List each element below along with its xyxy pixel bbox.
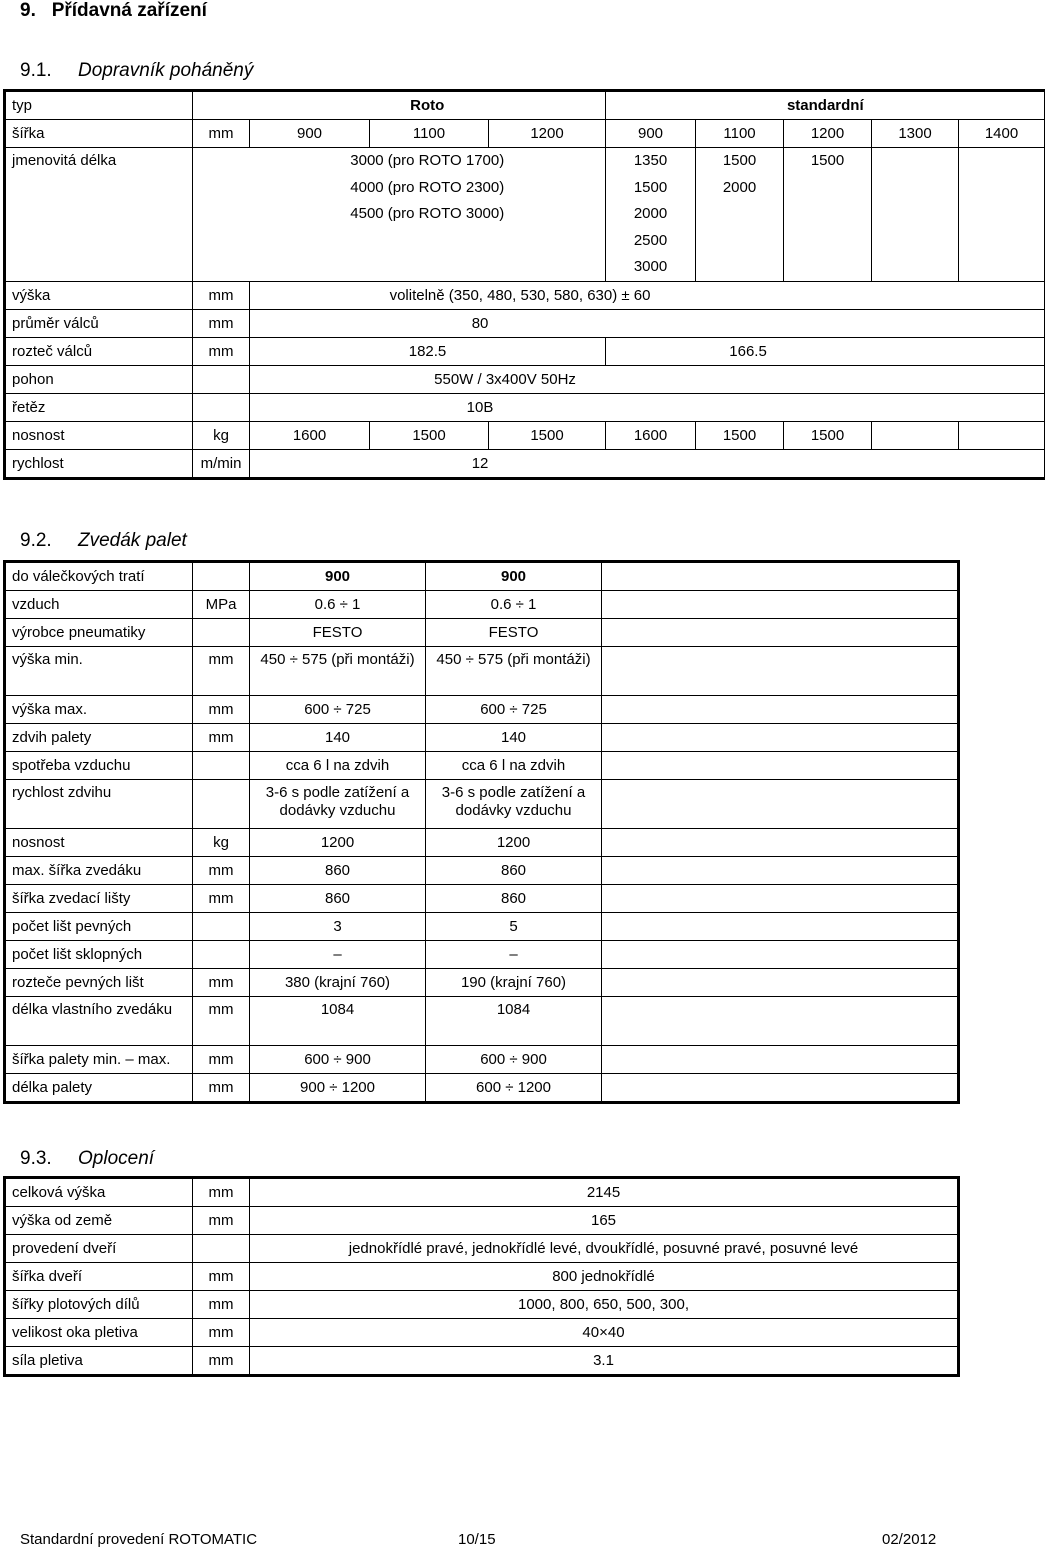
table-row: max. šířka zvedáku mm 860 860 <box>6 857 958 885</box>
unit-cell: mm <box>193 1179 250 1207</box>
table-row: šířka mm 900 1100 1200 900 1100 1200 1300 1400 <box>6 120 1045 148</box>
table-row <box>6 1347 958 1375</box>
table-row: jmenovitá délka 3000 (pro ROTO 1700) 4000 (pro ROTO 2300) 4500 (pro ROTO 3000) 1350 1500 2000 2500 3000 1500 2000 1500 <box>6 148 1045 282</box>
table-row <box>6 1263 958 1291</box>
value-cell: 860 <box>426 885 602 913</box>
value-cell: 900 ÷ 1200 <box>250 1074 426 1102</box>
subsection-heading-lifter <box>20 530 187 552</box>
value-cell: 450 ÷ 575 (při montáži) <box>250 647 426 696</box>
label-cell: šířka zvedací lišty <box>6 885 193 913</box>
table-row: délka vlastního zvedáku mm 1084 1084 <box>6 997 958 1046</box>
value-cell: 0.6 ÷ 1 <box>250 591 426 619</box>
value-cell: 800 jednokřídlé <box>250 1263 958 1291</box>
table-row <box>6 1207 958 1235</box>
value-cell: 860 <box>426 857 602 885</box>
section-number: 9. <box>20 0 36 21</box>
value-cell: 900 <box>426 563 602 591</box>
table-row: nosnost kg 1600 1500 1500 1600 1500 1500 <box>6 421 1045 449</box>
label-cell: výška max. <box>6 696 193 724</box>
table-row: výška max. mm 600 ÷ 725 600 ÷ 725 <box>6 696 958 724</box>
fencing-table <box>5 1178 958 1375</box>
table-row <box>6 752 958 780</box>
label-cell: celková výška <box>6 1179 193 1207</box>
subsection-title: Oplocení <box>78 1148 155 1169</box>
value-cell: – <box>426 941 602 969</box>
conveyor-table <box>5 91 1045 478</box>
section-title: Přídavná zařízení <box>51 0 207 21</box>
value-cell: 450 ÷ 575 (při montáži) <box>426 647 602 696</box>
subsection-title: Zvedák palet <box>78 530 187 551</box>
label-cell: délka vlastního zvedáku <box>6 997 193 1046</box>
label-cell: výška od země <box>6 1207 193 1235</box>
label-cell: počet lišt pevných <box>6 913 193 941</box>
unit-cell: mm <box>193 1207 250 1235</box>
label-cell: šířka dveří <box>6 1263 193 1291</box>
value-cell: 860 <box>250 885 426 913</box>
value-cell: 1084 <box>426 997 602 1046</box>
table-row: zdvih palety mm 140 140 <box>6 724 958 752</box>
table-row: šířka palety min. – max. mm 600 ÷ 900 600 ÷ 900 <box>6 1046 958 1074</box>
unit-cell: mm <box>193 1291 250 1319</box>
table-row: pohon 550W / 3x400V 50Hz <box>6 365 1045 393</box>
unit-cell: mm <box>193 1263 250 1291</box>
label-cell: počet lišt sklopných <box>6 941 193 969</box>
label-cell: vzduch <box>6 591 193 619</box>
value-cell: 600 ÷ 900 <box>250 1046 426 1074</box>
value-cell: 1000, 800, 650, 500, 300, <box>250 1291 958 1319</box>
value-cell: 0.6 ÷ 1 <box>426 591 602 619</box>
roto-header: Roto <box>250 92 606 120</box>
table-row <box>6 563 958 591</box>
value-cell: FESTO <box>250 619 426 647</box>
table-row: nosnost kg 1200 1200 <box>6 829 958 857</box>
value-cell: 900 <box>250 563 426 591</box>
value-cell: 40×40 <box>250 1319 958 1347</box>
table-row <box>6 619 958 647</box>
value-cell: FESTO <box>426 619 602 647</box>
table-row <box>6 780 958 829</box>
table-row <box>6 1235 958 1263</box>
table-row: rozteč válců mm 182.5 166.5 <box>6 337 1045 365</box>
footer-page: 10/15 <box>458 1531 496 1548</box>
value-cell: – <box>250 941 426 969</box>
table-row <box>6 1291 958 1319</box>
label-cell: rychlost zdvihu <box>6 780 193 829</box>
value-cell: 600 ÷ 900 <box>426 1046 602 1074</box>
footer-left: Standardní provedení ROTOMATIC <box>20 1531 258 1548</box>
value-cell: 2145 <box>250 1179 958 1207</box>
unit-cell: mm <box>193 1319 250 1347</box>
label-cell: výrobce pneumatiky <box>6 619 193 647</box>
table-row: délka palety mm 900 ÷ 1200 600 ÷ 1200 <box>6 1074 958 1102</box>
subsection-title: Dopravník poháněný <box>78 60 254 81</box>
value-cell: 1084 <box>250 997 426 1046</box>
table-row: vzduch MPa 0.6 ÷ 1 0.6 ÷ 1 <box>6 591 958 619</box>
value-cell: 140 <box>250 724 426 752</box>
value-cell: 3.1 <box>250 1347 958 1375</box>
table-row: rychlost m/min 12 <box>6 449 1045 477</box>
value-cell: 3-6 s podle zatížení a dodávky vzduchu <box>426 780 602 829</box>
subsection-number: 9.1. <box>20 60 52 81</box>
value-cell: 5 <box>426 913 602 941</box>
label-cell: nosnost <box>6 829 193 857</box>
table-row <box>6 1179 958 1207</box>
value-cell: 600 ÷ 1200 <box>426 1074 602 1102</box>
label-cell: zdvih palety <box>6 724 193 752</box>
section-heading <box>20 0 207 22</box>
unit-cell: mm <box>193 1347 250 1375</box>
lifter-table <box>5 562 958 1102</box>
label-cell: šířky plotových dílů <box>6 1291 193 1319</box>
table-row: průměr válců mm 80 <box>6 309 1045 337</box>
value-cell: 3-6 s podle zatížení a dodávky vzduchu <box>250 780 426 829</box>
table-row <box>6 941 958 969</box>
label-cell: výška min. <box>6 647 193 696</box>
table-row <box>6 1319 958 1347</box>
table-row: šířka zvedací lišty mm 860 860 <box>6 885 958 913</box>
unit-cell <box>193 1235 250 1263</box>
value-cell: 600 ÷ 725 <box>426 696 602 724</box>
table-row <box>6 913 958 941</box>
value-cell: 860 <box>250 857 426 885</box>
label-cell: do válečkových tratí <box>6 563 193 591</box>
value-cell: jednokřídlé pravé, jednokřídlé levé, dvoukřídlé, posuvné pravé, posuvné levé <box>250 1235 958 1263</box>
value-cell: 3 <box>250 913 426 941</box>
value-cell: 1200 <box>250 829 426 857</box>
standard-header: standardní <box>606 92 1045 120</box>
label-cell: šířka palety min. – max. <box>6 1046 193 1074</box>
label-cell: velikost oka pletiva <box>6 1319 193 1347</box>
table-row <box>6 92 1045 120</box>
table-row: rozteče pevných lišt mm 380 (krajní 760) 190 (krajní 760) <box>6 969 958 997</box>
subsection-number: 9.3. <box>20 1148 52 1169</box>
value-cell: cca 6 l na zdvih <box>426 752 602 780</box>
value-cell: cca 6 l na zdvih <box>250 752 426 780</box>
value-cell: 165 <box>250 1207 958 1235</box>
footer-date: 02/2012 <box>882 1531 937 1548</box>
label-cell: typ <box>6 92 193 120</box>
subsection-heading-fencing <box>20 1148 154 1170</box>
label-cell: spotřeba vzduchu <box>6 752 193 780</box>
value-cell: 380 (krajní 760) <box>250 969 426 997</box>
label-cell: síla pletiva <box>6 1347 193 1375</box>
subsection-heading-conveyor <box>20 60 253 82</box>
label-cell: délka palety <box>6 1074 193 1102</box>
label-cell: max. šířka zvedáku <box>6 857 193 885</box>
value-cell: 190 (krajní 760) <box>426 969 602 997</box>
table-row: řetěz 10B <box>6 393 1045 421</box>
label-cell: rozteče pevných lišt <box>6 969 193 997</box>
value-cell: 600 ÷ 725 <box>250 696 426 724</box>
subsection-number: 9.2. <box>20 530 52 551</box>
table-row: výška min. mm 450 ÷ 575 (při montáži) 450 ÷ 575 (při montáži) <box>6 647 958 696</box>
label-cell: provedení dveří <box>6 1235 193 1263</box>
value-cell: 1200 <box>426 829 602 857</box>
value-cell: 140 <box>426 724 602 752</box>
table-row: výška mm volitelně (350, 480, 530, 580, 630) ± 60 <box>6 281 1045 309</box>
